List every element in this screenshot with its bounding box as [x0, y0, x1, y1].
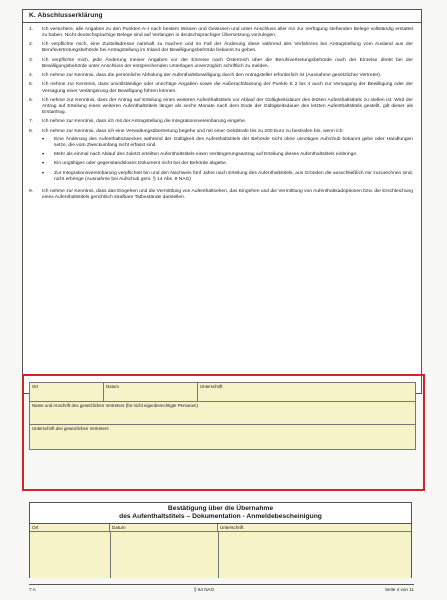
offense-list [42, 137, 413, 183]
item-text: Ich verpflichte mich, jede Änderung meiner Angaben vor der Einreise nach Österreich über die Berufsvertretungsbehörde nach der Einreise direkt bei der Bewilligungsbehörde unter Anschluss der entsprechenden Unterlagen unverzüglich schriftlich zu melden. [42, 57, 413, 69]
confirmation-box [29, 502, 412, 578]
datum-label: Datum [106, 384, 119, 389]
representative-signature-field[interactable] [30, 425, 415, 451]
footer-form-code: 7 A [29, 587, 36, 592]
declaration-item [29, 73, 413, 79]
confirm-ort-label: Ort [32, 525, 39, 530]
item-number: 9. [29, 189, 34, 195]
item-number: 2. [29, 42, 34, 48]
declaration-list [23, 23, 421, 201]
signature-fields [29, 382, 416, 450]
item-number: 4. [29, 73, 34, 79]
offense-item [42, 152, 413, 158]
confirm-datum-label: Datum [112, 525, 126, 530]
bullet-icon: • [42, 161, 45, 168]
offense-item [42, 161, 413, 167]
bullet-icon: • [42, 136, 45, 143]
item-text: Ich nehme zur Kenntnis, dass die persönliche Abholung der Aufenthaltsbewilligung durch den Antragsteller erforderlich ist (Ausnahme gesetzlicher Vertreter). [42, 73, 382, 79]
declaration-item [29, 42, 413, 54]
item-number: 1. [29, 27, 34, 32]
representative-name-label: Name und Anschrift des gesetzlichen Vertreters (für nicht eigenberechtigte Personen) [32, 403, 198, 408]
section-title: K. Abschlusserklärung [23, 10, 421, 23]
declaration-item [29, 98, 413, 116]
item-number: 3. [29, 57, 34, 63]
item-number: 6. [29, 97, 34, 103]
offense-item [42, 171, 413, 183]
column-divider [110, 532, 111, 578]
item-text: Ich nehme zur Kenntnis, dass unvollständige oder unrichtige Angaben sowie die Außerachtlassung der Punkte K 2 bis 4 auch zur Versagung der Bewilligung oder der Versagung einer Verlängerung der Bewilligung führen können. [42, 82, 413, 94]
offense-text: Mehr als einmal nach Ablauf des zuletzt erteilten Aufenthaltstitels einen Verlängerungsantrag auf Erteilung dieses Aufenthaltstitels einbringe. [54, 152, 358, 157]
page-footer [29, 584, 414, 594]
offense-text: Ein ungültiges oder gegenstandsloses Dokument nicht bei der Behörde abgebe. [54, 161, 228, 167]
column-divider [218, 532, 219, 578]
unterschrift-label: Unterschrift [200, 384, 223, 389]
representative-name-field[interactable] [30, 402, 415, 425]
confirmation-title-line1: Bestätigung über die Übernahme [167, 505, 274, 512]
confirmation-fields [30, 523, 411, 578]
confirmation-title-line2: des Aufenthaltstitels – Dokumentation - Anmeldebescheinigung [119, 513, 322, 521]
confirm-unterschrift-label: Unterschrift [220, 525, 244, 530]
confirm-unterschrift-field[interactable] [218, 524, 413, 531]
declaration-item [29, 189, 413, 201]
item-text: Ich verpflichte mich, eine Zustelladresse namhaft zu machen und im Fall der Änderung diese während des Verfahrens bei Antragstellung vom Ausland aus der Berufsvertretungsbehörde bei Antragstellung im Inland der Bewilligungsbehörde bekannt zu geben. [42, 42, 413, 54]
unterschrift-field[interactable] [198, 383, 417, 401]
item-text: Ich nehme zur Kenntnis, dass der Antrag auf Erteilung eines weiteren Aufenthaltstitels vor Ablauf der Gültigkeitsdauer des letzten Aufenthaltstitels zu stellen ist. Wird der Antrag auf Erteilung eines weiteren Aufenthaltstitels länger als sechs Monate nach dem Ende der Gültigkeitsdauer des letzten Aufenthaltstitels gestellt, gilt dieser als Erstantrag. [42, 97, 413, 115]
bullet-icon: • [42, 152, 45, 158]
representative-signature-label: Unterschrift des gesetzlichen Vertreters [32, 426, 109, 431]
item-number: 8. [29, 128, 34, 134]
confirm-ort-field[interactable] [30, 524, 110, 531]
item-text: Ich nehme zur Kenntnis, dass ich eine Verwaltungsübertretung begehe und mit einer Geldstrafe bis zu 200 Euro zu bestrafen bin, wenn ich: [42, 128, 344, 134]
ort-label: Ort [32, 384, 39, 389]
declaration-item [29, 27, 413, 39]
offense-text: Eine Änderung des Aufenthaltszweckes während der Gültigkeit des Aufenthaltstitels der Behörde nicht ohne unnötigen Aufschub bekannt gebe oder Handlungen setze, die vom Zweckumfang nicht erfasst sind. [54, 136, 413, 148]
ort-field[interactable] [30, 383, 104, 401]
confirm-datum-field[interactable] [110, 524, 218, 531]
item-number: 5. [29, 82, 34, 88]
declaration-item [29, 119, 413, 125]
bullet-icon: • [42, 170, 45, 177]
item-text: Ich versichere, alle Angaben zu den Punkten A–I nach bestem Wissen und Gewissen und unter Anschluss aller mir zur Verfügung stehenden Belege vollständig erstattet zu haben. Nicht deutschsprachige Belege sind auf Verlangen in deutschsprachiger Übersetzung vorzulegen. [42, 27, 413, 39]
offense-item [42, 137, 413, 149]
datum-field[interactable] [104, 383, 198, 401]
item-text: Ich nehme zur Kenntnis, dass das Eingehen und die Vermittlung von Aufenthaltsehen, das Eingehen und die Vermittlung von Aufenthaltsadoptionen bzw. die Erschleichung eines Aufenthaltstitels gerichtlich strafbare Tatbestände darstellen. [42, 189, 413, 201]
signature-row [30, 383, 415, 402]
declaration-item [29, 58, 413, 70]
confirmation-title [30, 503, 411, 521]
declaration-item [29, 82, 413, 94]
abschlusserklaerung-section [22, 9, 422, 394]
declaration-item [29, 129, 413, 186]
footer-page-number: Seite 4 von 11 [384, 587, 414, 592]
footer-law-reference: § 64 NAG [194, 587, 215, 592]
item-number: 7. [29, 119, 34, 125]
offense-text: Zur Integrationsvereinbarung verpflichtet bin und den Nachweis fünf Jahre nach Erteilung des Aufenthaltstitels, aus Gründen die ausschließlich mir zuzurechnen sind, nicht erbringe (Ausnahme bei Aufschub gem. § 14 Abs. 8 NAG) [54, 170, 413, 182]
item-text: Ich nehme zur Kenntnis, dass ich mit der Antragstellung die Integrationsvereinbarung eingehe. [42, 119, 247, 125]
